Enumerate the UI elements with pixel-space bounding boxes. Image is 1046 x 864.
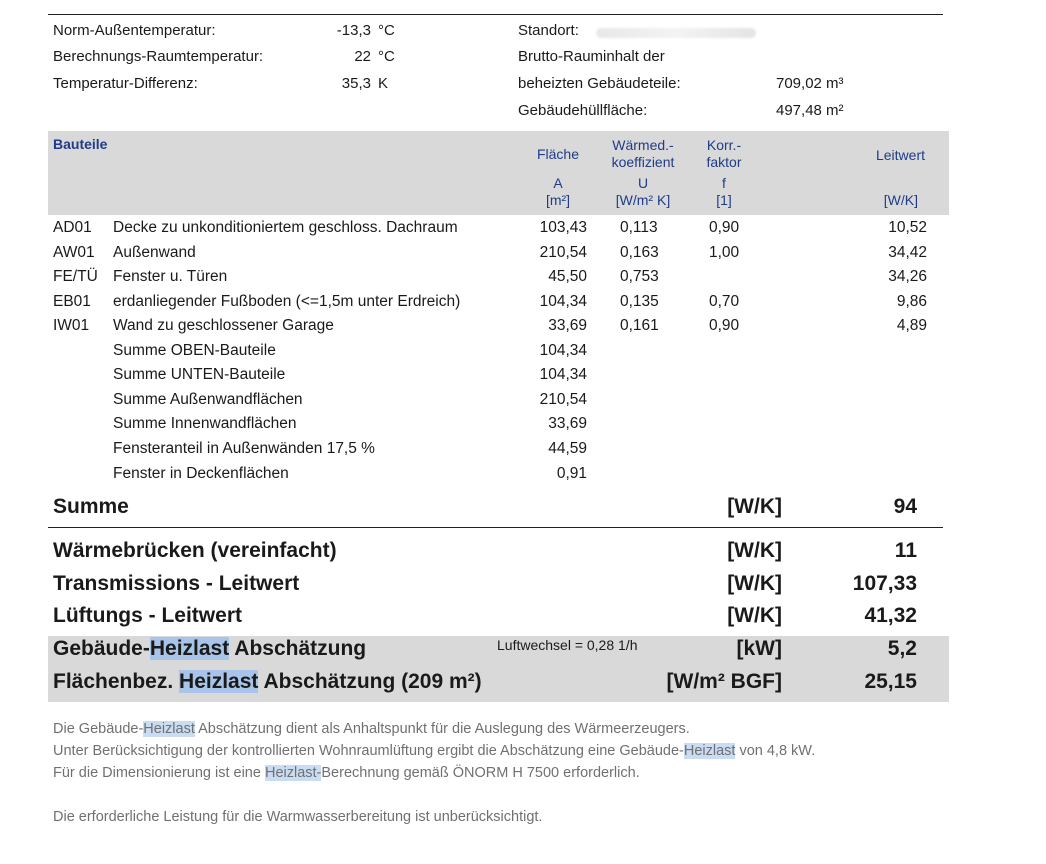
row-name: Decke zu unkonditioniertem geschloss. Dachraum — [113, 219, 458, 236]
footer-text: von 4,8 kW. — [735, 743, 816, 759]
row-code: AW01 — [53, 244, 95, 261]
row-leitwert: 10,52 — [888, 219, 927, 236]
flaechenbez-label — [53, 670, 482, 694]
summe-label: Summe — [53, 495, 129, 518]
brutto-label-2: beheizten Gebäudeteile: — [518, 75, 681, 92]
standort-label: Standort: — [518, 22, 579, 39]
footer-text: Die Gebäude- — [53, 721, 144, 737]
korr-title-1: Korr.- — [706, 137, 742, 153]
flaechenbez-unit: [W/m² BGF] — [666, 670, 782, 693]
row-name: Fenster u. Türen — [113, 268, 228, 285]
row-name: Außenwand — [113, 244, 196, 261]
row-area: 104,34 — [539, 293, 587, 310]
footer-line-3 — [53, 765, 640, 781]
flaechenbez-prefix: Flächenbez. — [53, 670, 180, 693]
waermed-title-2: koeffizient — [611, 154, 675, 170]
row-name: erdanliegender Fußboden (<=1,5m unter Erdreich) — [113, 293, 461, 310]
flaeche-header — [518, 146, 598, 163]
sum-row-area: 0,91 — [556, 465, 587, 482]
transmission-value: 107,33 — [852, 572, 917, 595]
row-leitwert: 34,26 — [888, 268, 927, 285]
bauteile-header: Bauteile — [53, 136, 108, 152]
row-area: 45,50 — [548, 268, 587, 285]
summe-rule — [48, 527, 943, 528]
row-area: 33,69 — [548, 317, 587, 334]
lueftung-unit: [W/K] — [727, 604, 782, 627]
flaechenbez-highlight: Heizlast — [179, 670, 259, 693]
room-temp-value: 22 — [354, 48, 371, 65]
row-leitwert: 9,86 — [896, 293, 927, 310]
row-name: Wand zu geschlossener Garage — [113, 317, 334, 334]
waermed-symbol: U — [637, 175, 649, 191]
sum-row-name: Summe OBEN-Bauteile — [113, 342, 276, 359]
footer-highlight: Heizlast — [143, 721, 195, 737]
room-temp-unit: °C — [378, 48, 395, 65]
flaechenbez-suffix: Abschätzung (209 m²) — [258, 670, 482, 693]
leitwert-header: Leitwert — [875, 147, 925, 163]
flaeche-symbol: A — [553, 175, 563, 191]
sum-row-name: Fenster in Deckenflächen — [113, 465, 289, 482]
norm-temp-unit: °C — [378, 22, 395, 39]
footer-text: Berechnung gemäß ÖNORM H 7500 erforderlich. — [321, 765, 640, 781]
sum-row-area: 33,69 — [548, 415, 587, 432]
temp-diff-unit: K — [378, 75, 389, 92]
row-leitwert: 4,89 — [896, 317, 927, 334]
footer-text: Unter Berücksichtigung der kontrollierten Wohnraumlüftung ergibt die Abschätzung eine Gebäude- — [53, 743, 684, 759]
waermebruecken-unit: [W/K] — [727, 539, 782, 562]
row-code: FE/TÜ — [53, 268, 98, 285]
sum-row-area: 210,54 — [539, 391, 587, 408]
room-temp-label: Berechnungs-Raumtemperatur: — [53, 48, 264, 65]
heizlast-unit: [kW] — [736, 637, 782, 660]
waermed-unit: [W/m² K] — [615, 192, 671, 208]
flaeche-unit: [m²] — [545, 192, 571, 208]
row-u-value: 0,161 — [620, 317, 659, 334]
footer-line-4: Die erforderliche Leistung für die Warmwasserbereitung ist unberücksichtigt. — [53, 809, 543, 825]
flaeche-title: Fläche — [536, 146, 580, 162]
leitwert-unit: [W/K] — [883, 192, 918, 208]
huell-value: 497,48 m² — [776, 102, 844, 119]
footer-highlight: Heizlast- — [264, 765, 322, 781]
flaeche-units — [518, 175, 598, 209]
footer-text: Für die Dimensionierung ist eine — [53, 765, 265, 781]
lueftung-label: Lüftungs - Leitwert — [53, 604, 242, 627]
korr-title-2: faktor — [706, 154, 742, 170]
flaechenbez-value: 25,15 — [864, 670, 917, 693]
top-rule — [48, 14, 943, 15]
luftwechsel-note: Luftwechsel = 0,28 1/h — [497, 637, 638, 653]
row-korr: 0,90 — [709, 219, 740, 236]
footer-line-2 — [53, 743, 815, 759]
footer-highlight: Heizlast — [683, 743, 736, 759]
row-code: AD01 — [53, 219, 92, 236]
heizlast-suffix: Abschätzung — [229, 637, 367, 660]
row-code: EB01 — [53, 293, 91, 310]
korr-unit: [1] — [716, 192, 732, 208]
korr-symbol: f — [722, 175, 726, 191]
summe-unit: [W/K] — [727, 495, 782, 518]
row-area: 210,54 — [539, 244, 587, 261]
footer-line-1 — [53, 721, 690, 737]
transmission-unit: [W/K] — [727, 572, 782, 595]
row-korr: 0,70 — [709, 293, 740, 310]
heizlast-highlight: Heizlast — [149, 637, 230, 660]
brutto-label-1: Brutto-Rauminhalt der — [518, 48, 665, 65]
temp-diff-value: 35,3 — [341, 75, 371, 92]
row-area: 103,43 — [539, 219, 587, 236]
sum-row-area: 44,59 — [548, 440, 587, 457]
heizlast-value: 5,2 — [887, 637, 917, 660]
sum-row-name: Summe Innenwandflächen — [113, 415, 297, 432]
standort-redacted — [596, 28, 756, 38]
row-code: IW01 — [53, 317, 90, 334]
sum-row-name: Summe UNTEN-Bauteile — [113, 366, 286, 383]
row-u-value: 0,163 — [620, 244, 659, 261]
sum-row-name: Fensteranteil in Außenwänden 17,5 % — [113, 440, 375, 457]
waermed-title-1: Wärmed.- — [612, 137, 674, 153]
row-u-value: 0,753 — [620, 268, 659, 285]
korr-header — [693, 137, 755, 171]
huell-label: Gebäudehüllfläche: — [518, 102, 648, 119]
temp-diff-label: Temperatur-Differenz: — [53, 75, 198, 92]
row-korr: 1,00 — [709, 244, 740, 261]
heizlast-prefix: Gebäude- — [53, 637, 150, 660]
sum-row-area: 104,34 — [539, 342, 587, 359]
heizlast-label — [53, 637, 366, 661]
waermed-header — [598, 137, 688, 171]
norm-temp-label: Norm-Außentemperatur: — [53, 22, 216, 39]
sum-row-name: Summe Außenwandflächen — [113, 391, 303, 408]
waermebruecken-label: Wärmebrücken (vereinfacht) — [53, 539, 337, 562]
row-korr: 0,90 — [709, 317, 740, 334]
waermebruecken-value: 11 — [894, 539, 917, 562]
footer-text: Abschätzung dient als Anhaltspunkt für die Auslegung des Wärmeerzeugers. — [194, 721, 690, 737]
brutto-value: 709,02 m³ — [776, 75, 844, 92]
transmission-label: Transmissions - Leitwert — [53, 572, 300, 595]
korr-units — [693, 175, 755, 209]
row-leitwert: 34,42 — [888, 244, 927, 261]
row-u-value: 0,113 — [620, 219, 658, 236]
lueftung-value: 41,32 — [864, 604, 917, 627]
sum-row-area: 104,34 — [539, 366, 587, 383]
table-header-band — [48, 131, 949, 215]
summe-value: 94 — [893, 495, 917, 518]
waermed-units — [598, 175, 688, 209]
norm-temp-value: -13,3 — [336, 22, 371, 39]
row-u-value: 0,135 — [620, 293, 659, 310]
